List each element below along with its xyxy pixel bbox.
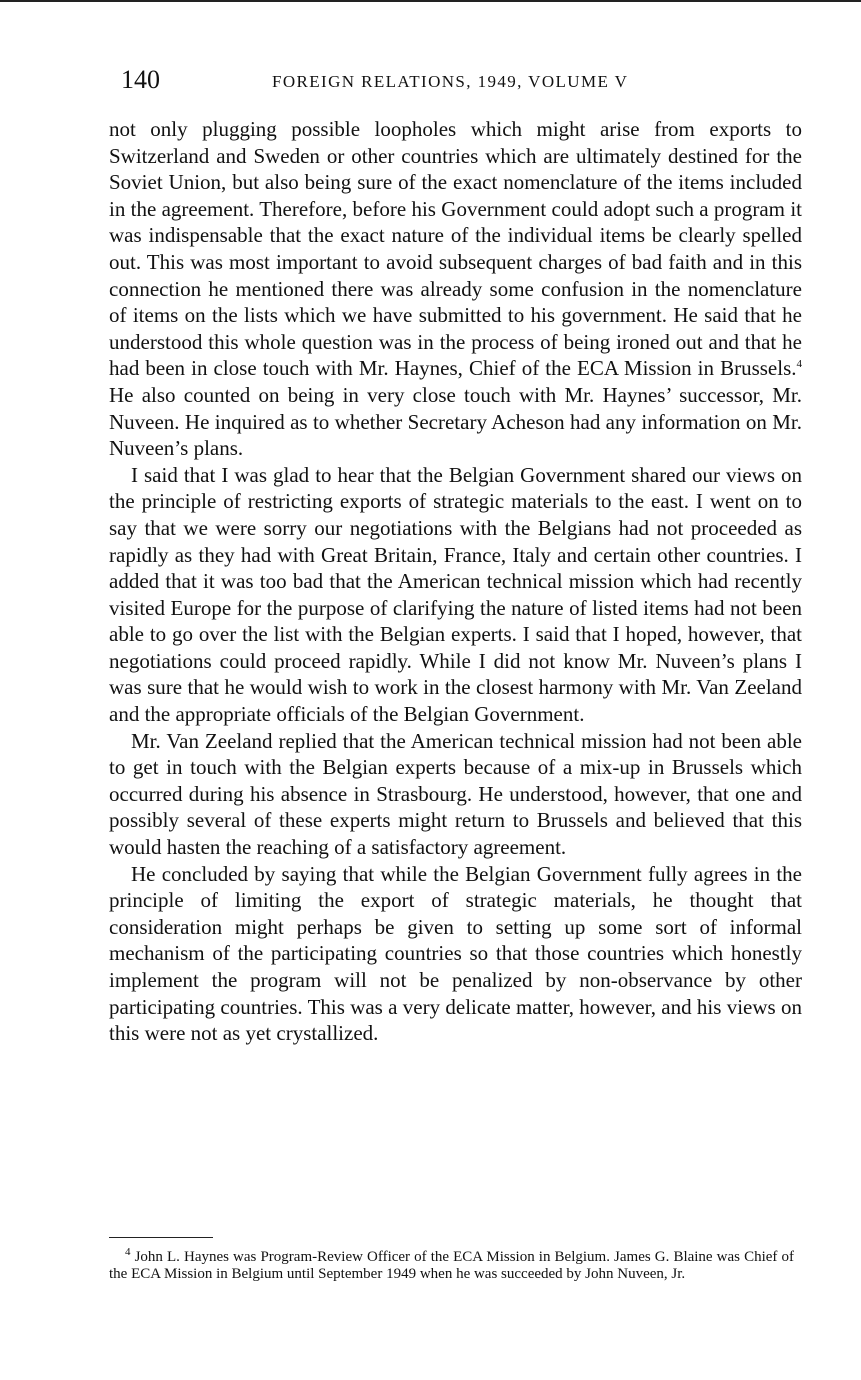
footnote-text: John L. Haynes was Program-Review Officer of the ECA Mission in Belgium. James G. Blaine was Chief of the ECA Mission in Belgium until September 1949 when he was succeeded by John Nuveen, Jr.: [109, 1249, 794, 1282]
running-title: FOREIGN RELATIONS, 1949, VOLUME V: [272, 72, 629, 91]
footnote: [109, 1246, 794, 1283]
footnote-divider: [109, 1237, 213, 1238]
top-edge-rule: [0, 0, 861, 2]
body-text: [109, 116, 802, 1047]
page-number: 140: [121, 65, 160, 94]
paragraph-2: I said that I was glad to hear that the Belgian Government shared our views on the principle of restricting exports of strategic materials to the east. I went on to say that we were sorry our negotiations with the Belgians had not proceeded as rapidly as they had with Great Britain, France, Italy and certain other countries. I added that it was too bad that the American technical mission which had recently visited Europe for the purpose of clarifying the nature of listed items had not been able to go over the list with the Belgian experts. I said that I hoped, however, that negotiations could proceed rapidly. While I did not know Mr. Nuveen’s plans I was sure that he would wish to work in the closest harmony with Mr. Van Zeeland and the appropriate officials of the Belgian Government.: [109, 462, 802, 727]
paragraph-1-text-b: He also counted on being in very close touch with Mr. Haynes’ successor, Mr. Nuveen. He inquired as to whether Secretary Acheson had any information on Mr. Nuveen’s plans.: [109, 382, 802, 461]
paragraph-1-text-a: not only plugging possible loopholes which might arise from exports to Switzerland and Sweden or other countries which are ultimately destined for the Soviet Union, but also being sure of the exact nomenclature of the items included in the agreement. Therefore, before his Government could adopt such a program it was indispensable that the exact nature of the individual items be clearly spelled out. This was most important to avoid subsequent charges of bad faith and in this connection he mentioned there was already some confusion in the nomenclature of items on the lists which we have submitted to his government. He said that he understood this whole question was in the process of being ironed out and that he had been in close touch with Mr. Haynes, Chief of the ECA Mission in Brussels.: [109, 117, 802, 381]
footnote-reference: 4: [796, 358, 802, 371]
paragraph-1: [109, 116, 802, 462]
running-head: [121, 62, 811, 98]
paragraph-3: Mr. Van Zeeland replied that the American technical mission had not been able to get in touch with the Belgian experts because of a mix-up in Brussels which occurred during his absence in Strasbourg. He understood, however, that one and possibly several of these experts might return to Brussels and believed that this would hasten the reaching of a satisfactory agreement.: [109, 728, 802, 860]
footnote-marker: 4: [125, 1246, 131, 1258]
paragraph-4: He concluded by saying that while the Belgian Government fully agrees in the principle of limiting the export of strategic materials, he thought that consideration might perhaps be given to setting up some sort of informal mechanism of the participating countries so that those countries which honestly implement the program will not be penalized by non-observance by other participating countries. This was a very delicate matter, however, and his views on this were not as yet crystallized.: [109, 861, 802, 1046]
